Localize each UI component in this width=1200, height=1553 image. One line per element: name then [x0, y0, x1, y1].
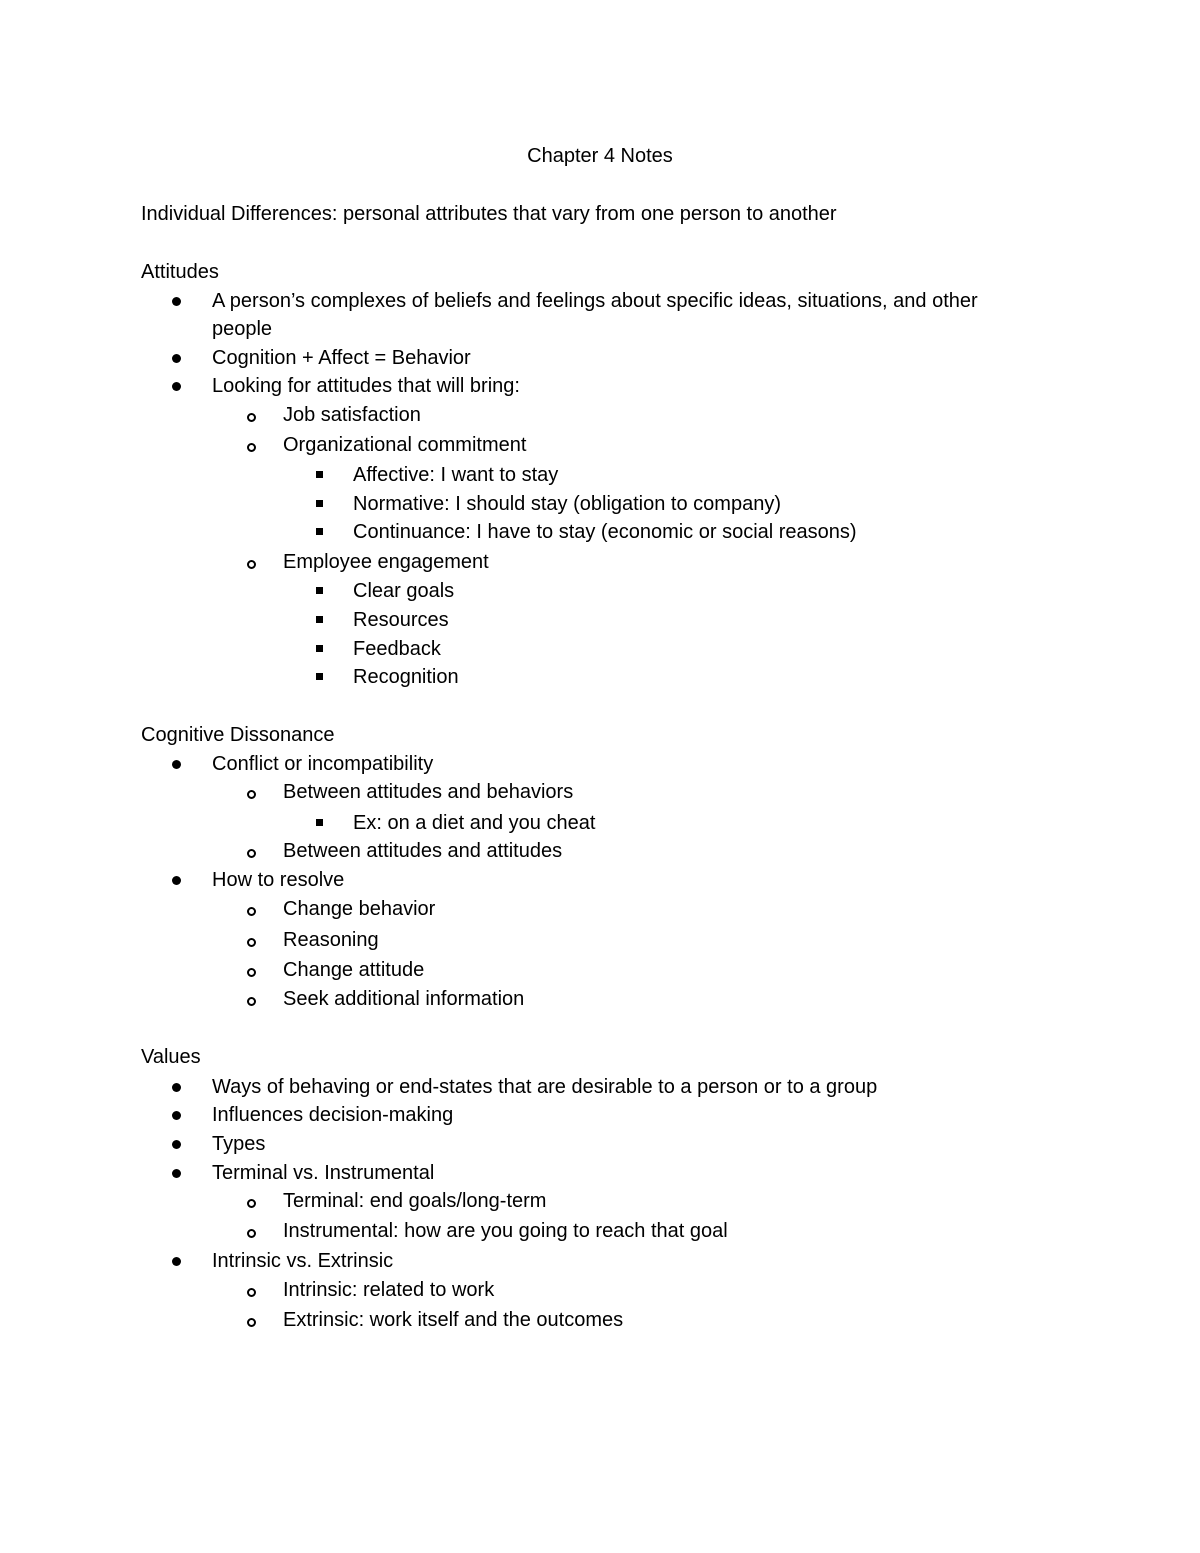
- document-title: Chapter 4 Notes: [527, 145, 673, 167]
- list-item-text: Types: [212, 1133, 266, 1155]
- bullet-icon: [172, 1169, 181, 1178]
- sub-sub-list-item-text: Normative: I should stay (obligation to company): [353, 493, 781, 515]
- circle-bullet-icon: [247, 997, 256, 1006]
- sub-list-item-text: Between attitudes and attitudes: [283, 840, 563, 862]
- bullet-icon: [172, 354, 181, 363]
- circle-bullet-icon: [247, 938, 256, 947]
- sub-sub-list-item-text: Resources: [353, 609, 449, 631]
- circle-bullet-icon: [247, 790, 256, 799]
- square-bullet-icon: [316, 528, 323, 535]
- sub-sub-list-item-text: Recognition: [353, 666, 459, 688]
- bullet-icon: [172, 760, 181, 769]
- circle-bullet-icon: [247, 413, 256, 422]
- sub-list-item-text: Between attitudes and behaviors: [283, 781, 574, 803]
- section-heading-text: Values: [141, 1046, 201, 1068]
- list-item-text: people: [212, 318, 273, 340]
- sub-list-item-text: Seek additional information: [283, 988, 525, 1010]
- list-item-text: How to resolve: [212, 869, 345, 891]
- sub-list-item-text: Terminal: end goals/long-term: [283, 1190, 547, 1212]
- bullet-icon: [172, 1140, 181, 1149]
- square-bullet-icon: [316, 587, 323, 594]
- circle-bullet-icon: [247, 968, 256, 977]
- square-bullet-icon: [316, 819, 323, 826]
- square-bullet-icon: [316, 500, 323, 507]
- sub-list-item-text: Job satisfaction: [283, 404, 421, 426]
- sub-sub-list-item-text: Clear goals: [353, 580, 455, 602]
- bullet-icon: [172, 1083, 181, 1092]
- sub-list-item-text: Instrumental: how are you going to reach that goal: [283, 1220, 728, 1242]
- bullet-icon: [172, 297, 181, 306]
- sub-sub-list-item-text: Affective: I want to stay: [353, 464, 559, 486]
- sub-list-item-text: Organizational commitment: [283, 434, 527, 456]
- square-bullet-icon: [316, 616, 323, 623]
- circle-bullet-icon: [247, 1229, 256, 1238]
- sub-sub-list-item-text: Feedback: [353, 638, 441, 660]
- list-item-text: Intrinsic vs. Extrinsic: [212, 1250, 394, 1272]
- sub-list-item-text: Extrinsic: work itself and the outcomes: [283, 1309, 624, 1331]
- sub-list-item-text: Change attitude: [283, 959, 425, 981]
- sub-list-item-text: Intrinsic: related to work: [283, 1279, 495, 1301]
- square-bullet-icon: [316, 645, 323, 652]
- circle-bullet-icon: [247, 849, 256, 858]
- list-item-text: A person’s complexes of beliefs and feelings about specific ideas, situations, and other: [212, 290, 978, 312]
- list-item-text: Influences decision-making: [212, 1104, 454, 1126]
- sub-list-item-text: Change behavior: [283, 898, 436, 920]
- list-item-text: Looking for attitudes that will bring:: [212, 375, 520, 397]
- bullet-icon: [172, 382, 181, 391]
- circle-bullet-icon: [247, 1288, 256, 1297]
- list-item-text: Ways of behaving or end-states that are desirable to a person or to a group: [212, 1076, 878, 1098]
- sub-list-item-text: Employee engagement: [283, 551, 489, 573]
- bullet-icon: [172, 1111, 181, 1120]
- square-bullet-icon: [316, 471, 323, 478]
- section-heading-text: Individual Differences: personal attributes that vary from one person to another: [141, 203, 837, 225]
- sub-sub-list-item-text: Continuance: I have to stay (economic or social reasons): [353, 521, 857, 543]
- circle-bullet-icon: [247, 560, 256, 569]
- list-item-text: Terminal vs. Instrumental: [212, 1162, 435, 1184]
- sub-sub-list-item-text: Ex: on a diet and you cheat: [353, 812, 596, 834]
- circle-bullet-icon: [247, 907, 256, 916]
- bullet-icon: [172, 876, 181, 885]
- bullet-icon: [172, 1257, 181, 1266]
- square-bullet-icon: [316, 673, 323, 680]
- section-heading-text: Attitudes: [141, 261, 219, 283]
- sub-list-item-text: Reasoning: [283, 929, 379, 951]
- circle-bullet-icon: [247, 1318, 256, 1327]
- list-item-text: Conflict or incompatibility: [212, 753, 434, 775]
- circle-bullet-icon: [247, 443, 256, 452]
- list-item-text: Cognition + Affect = Behavior: [212, 347, 471, 369]
- circle-bullet-icon: [247, 1199, 256, 1208]
- section-heading-text: Cognitive Dissonance: [141, 724, 335, 746]
